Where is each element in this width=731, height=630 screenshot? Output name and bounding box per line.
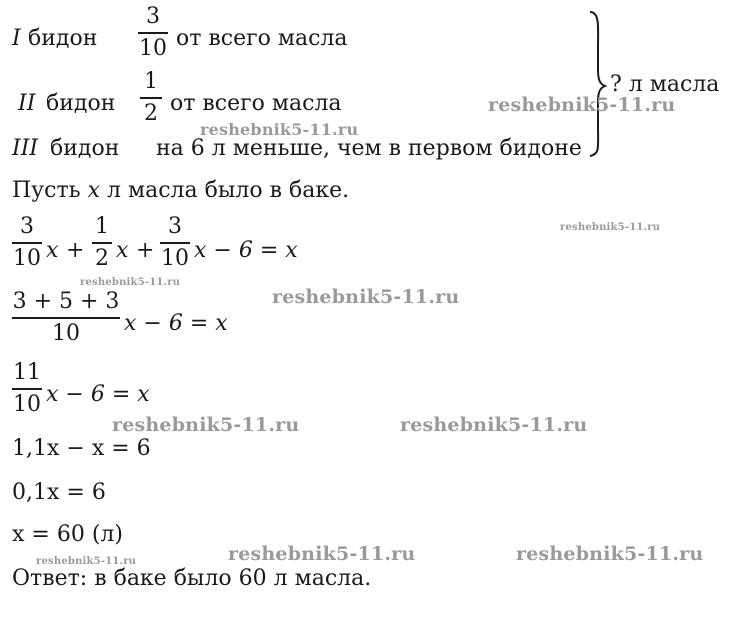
eq1-f1-numerator: 3: [20, 214, 34, 239]
fraction-bar: [138, 32, 168, 34]
watermark: reshebnik5-11.ru: [80, 277, 181, 288]
intro-text-a: Пусть: [12, 178, 88, 203]
eq1-x2: x: [116, 238, 129, 263]
row3-text: на 6 л меньше, чем в первом бидоне: [156, 136, 582, 161]
equation-4: 1,1x − x = 6: [12, 436, 151, 461]
watermark: reshebnik5-11.ru: [488, 94, 676, 116]
eq1-f1-denominator: 10: [13, 245, 41, 271]
row3-label: III: [12, 136, 39, 161]
eq3-fraction: [12, 362, 42, 416]
watermark: reshebnik5-11.ru: [560, 222, 661, 233]
eq1-tail: x − 6 = x: [194, 238, 298, 263]
answer-line: Ответ: в баке было 60 л масла.: [12, 566, 372, 591]
watermark: reshebnik5-11.ru: [36, 556, 137, 567]
fraction-bar: [140, 97, 162, 99]
eq3-tail: x − 6 = x: [46, 382, 150, 407]
eq1-f2-denominator: 2: [95, 245, 109, 271]
row2-fraction-numerator: 1: [144, 69, 158, 94]
fraction-bar: [160, 242, 190, 244]
eq1-fraction-1: [12, 216, 42, 270]
watermark: reshebnik5-11.ru: [400, 414, 588, 436]
eq1-f3-numerator: 3: [168, 214, 182, 239]
eq1-fraction-3: [160, 216, 190, 270]
watermark: reshebnik5-11.ru: [200, 120, 359, 139]
eq2-denominator: 10: [52, 320, 80, 346]
row1-fraction-numerator: 3: [146, 4, 160, 29]
eq1-plus-1: +: [66, 238, 85, 263]
eq1-fraction-2: [92, 216, 112, 270]
eq1-plus-2: +: [136, 238, 155, 263]
eq1-x1: x: [46, 238, 59, 263]
solution-intro: [12, 180, 349, 202]
eq2-fraction: [12, 291, 120, 345]
equation-6: x = 60 (л): [12, 522, 123, 547]
row3-word: бидон: [50, 136, 120, 161]
row2-fraction-denominator: 2: [144, 100, 158, 126]
watermark: reshebnik5-11.ru: [272, 286, 460, 308]
intro-variable: x: [87, 178, 101, 203]
watermark: reshebnik5-11.ru: [112, 414, 300, 436]
fraction-bar: [12, 317, 120, 319]
row1-fraction-denominator: 10: [139, 35, 167, 61]
row2-label: II: [18, 91, 36, 116]
row1-label: I: [12, 26, 21, 51]
eq3-denominator: 10: [13, 391, 41, 417]
row2-text: от всего масла: [170, 91, 342, 116]
watermark: reshebnik5-11.ru: [228, 543, 416, 565]
fraction-bar: [12, 388, 42, 390]
brace-question: ? л масла: [610, 72, 720, 97]
row1-fraction: [138, 6, 168, 60]
row1-word: бидон: [28, 26, 98, 51]
watermark: reshebnik5-11.ru: [516, 543, 704, 565]
fraction-bar: [92, 242, 112, 244]
eq2-numerator: 3 + 5 + 3: [12, 289, 120, 314]
equation-5: 0,1x = 6: [12, 480, 106, 505]
right-brace: [588, 8, 608, 158]
eq1-f3-denominator: 10: [161, 245, 189, 271]
row2-fraction: [140, 71, 162, 125]
row2-word: бидон: [46, 91, 116, 116]
fraction-bar: [12, 242, 42, 244]
row1-text: от всего масла: [176, 26, 348, 51]
eq1-f2-numerator: 1: [95, 214, 109, 239]
eq3-numerator: 11: [13, 360, 41, 385]
eq2-tail: x − 6 = x: [124, 311, 228, 336]
intro-text-b: л масла было в баке.: [100, 178, 350, 203]
